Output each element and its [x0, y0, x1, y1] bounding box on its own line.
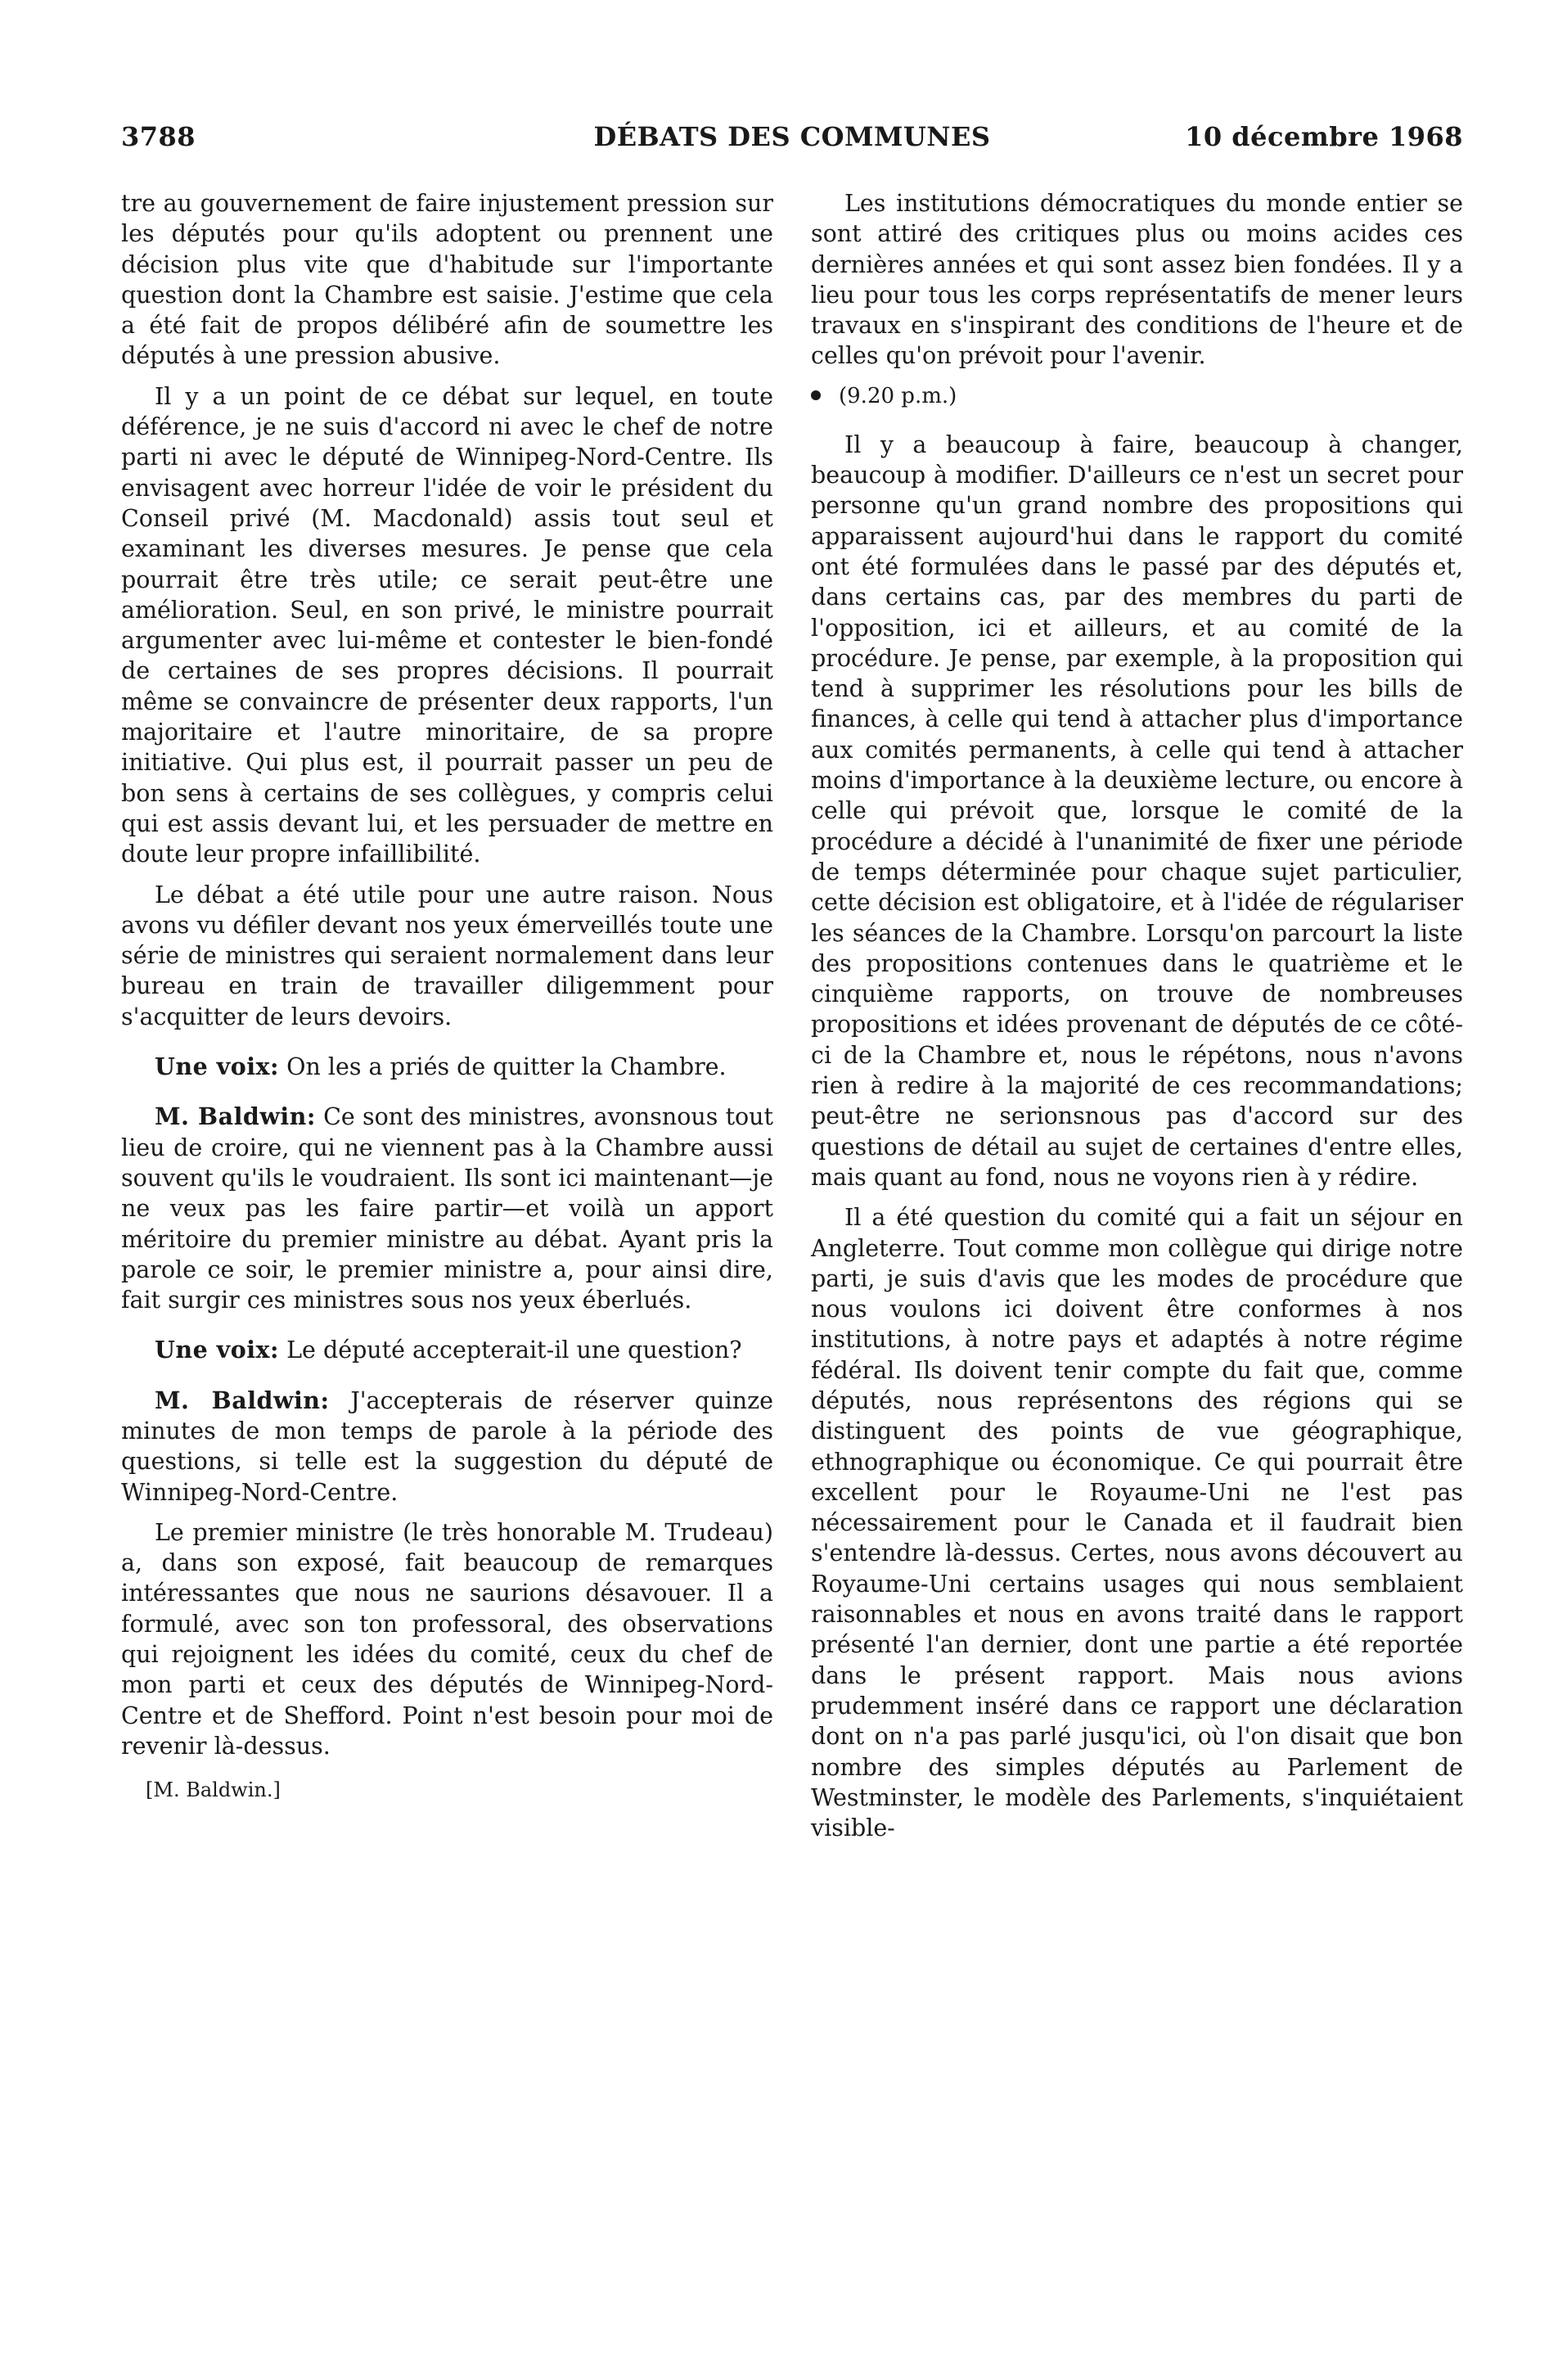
publication-title: DÉBATS DES COMMUNES — [593, 121, 991, 152]
paragraph: Le premier ministre (le très honorable M. Trudeau) a, dans son exposé, fait beaucoup de remarques intéressantes que nous ne saurions désavouer. Il a formulé, avec son ton professoral, des observations qui rejoignent les idées du comité, ceux du chef de mon parti et ceux des députés de Winnipeg-Nord-Centre et de Shefford. Point n'est besoin pour moi de revenir là-dessus. — [121, 1518, 773, 1760]
paragraph: Le débat a été utile pour une autre raison. Nous avons vu défiler devant nos yeux émerveillés toute une série de ministres qui seraient normalement dans leur bureau en train de travailler diligemment pour s'acquitter de leurs devoirs. — [121, 881, 773, 1030]
left-column — [121, 188, 773, 1804]
speaker-footer: [M. Baldwin.] — [146, 1778, 281, 1802]
page-number: 3788 — [121, 121, 196, 152]
document-page — [121, 121, 1463, 2331]
speech-paragraph — [121, 1052, 773, 1082]
time-marker — [811, 381, 1463, 412]
speech-paragraph — [121, 1386, 773, 1508]
speech-text: On les a priés de quitter la Chambre. — [279, 1053, 727, 1081]
page-header — [121, 121, 1463, 167]
speaker-name: Une voix: — [155, 1336, 280, 1364]
speaker-name: M. Baldwin: — [155, 1386, 330, 1414]
time-text: (9.20 p.m.) — [839, 383, 957, 408]
bullet-icon — [811, 390, 821, 400]
speech-text: Le député accepterait-il une question? — [279, 1336, 742, 1364]
page-date: 10 décembre 1968 — [1185, 121, 1463, 152]
speech-paragraph — [121, 1102, 773, 1315]
paragraph: Les institutions démocratiques du monde entier se sont attiré des critiques plus ou moins acides ces dernières années et qui sont assez bien fondées. Il y a lieu pour tous les corps représentatifs de mener leurs travaux en s'inspirant des conditions de l'heure et de celles qu'on prévoit pour l'avenir. — [811, 190, 1463, 370]
speech-paragraph — [121, 1335, 773, 1365]
speech-text: Ce sont des ministres, avonsnous tout lieu de croire, qui ne viennent pas à la Chambre aussi souvent qu'ils le voudraient. Ils sont ici maintenant—je ne veux pas les faire partir—et voilà un apport méritoire du premier ministre au débat. Ayant pris la parole ce soir, le premier ministre a, pour ainsi dire, fait surgir ces ministres sous nos yeux éberlués. — [121, 1103, 773, 1314]
speech-text: J'accepterais de réserver quinze minutes de mon temps de parole à la période des questions, si telle est la suggestion du député de Winnipeg-Nord-Centre. — [121, 1386, 773, 1506]
speaker-name: M. Baldwin: — [155, 1102, 316, 1131]
paragraph: Il y a un point de ce débat sur lequel, en toute déférence, je ne suis d'accord ni avec le chef de notre parti ni avec le député de Winnipeg-Nord-Centre. Ils envisagent avec horreur l'idée de voir le président du Conseil privé (M. Macdonald) assis tout seul et examinant les diverses mesures. Je pense que cela pourrait être très utile; ce serait peut-être une amélioration. Seul, en son privé, le ministre pourrait argumenter avec lui-même et contester le bien-fondé de certaines de ses propres décisions. Il pourrait même se convaincre de présenter deux rapports, l'un majoritaire et l'autre minoritaire, de sa propre initiative. Qui plus est, il pourrait passer un peu de bon sens à certains de ses collègues, y compris celui qui est assis devant lui, et les persuader de mettre en doute leur propre infaillibilité. — [121, 382, 773, 868]
paragraph: Il a été question du comité qui a fait un séjour en Angleterre. Tout comme mon collègue qui dirige notre parti, je suis d'avis que les modes de procédure que nous voulons ici doivent être conformes à nos institutions, à notre pays et adaptés à notre régime fédéral. Ils doivent tenir compte du fait que, comme députés, nous représentons des régions qui se distinguent des points de vue géographique, ethnographique ou économique. Ce qui pourrait être excellent pour le Royaume-Uni ne l'est pas nécessairement pour le Canada et il faudrait bien s'entendre là-dessus. Certes, nous avons découvert au Royaume-Uni certains usages qui nous semblaient raisonnables et nous en avons traité dans le rapport présenté l'an dernier, dont une partie a été reportée dans le présent rapport. Mais nous avions prudemment inséré dans ce rapport une déclaration dont on n'a pas parlé jusqu'ici, où l'on disait que bon nombre des simples députés au Parlement de Westminster, le modèle des Parlements, s'inquiétaient visible- — [811, 1204, 1463, 1842]
paragraph: tre au gouvernement de faire injustement pression sur les députés pour qu'ils adoptent ou prennent une décision plus vite que d'habitude sur l'importante question dont la Chambre est saisie. J'estime que cela a été fait de propos délibéré afin de soumettre les députés à une pression abusive. — [121, 190, 773, 370]
paragraph: Il y a beaucoup à faire, beaucoup à changer, beaucoup à modifier. D'ailleurs ce n'est un secret pour personne qu'un grand nombre des propositions qui apparaissent aujourd'hui dans le rapport du comité ont été formulées dans le passé par des députés et, dans certains cas, par des membres du parti de l'opposition, ici et ailleurs, et au comité de la procédure. Je pense, par exemple, à la proposition qui tend à supprimer les résolutions pour les bills de finances, à celle qui tend à attacher plus d'importance aux comités permanents, à celle qui tend à attacher moins d'importance à la deuxième lecture, ou encore à celle qui prévoit que, lorsque le comité de la procédure a décidé à l'unanimité de fixer une période de temps déterminée pour chaque sujet particulier, cette décision est obligatoire, et à l'idée de régulariser les séances de la Chambre. Lorsqu'on parcourt la liste des propositions contenues dans le quatrième et le cinquième rapports, on trouve de nombreuses propositions et idées provenant de députés de ce côté-ci de la Chambre et, nous le répétons, nous n'avons rien à redire à la majorité de ces recommandations; peut-être ne serionsnous pas d'accord sur des questions de détail au sujet de certaines d'entre elles, mais quant au fond, nous ne voyons rien à y rédire. — [811, 430, 1463, 1191]
right-column — [811, 188, 1463, 1853]
speaker-name: Une voix: — [155, 1053, 280, 1081]
